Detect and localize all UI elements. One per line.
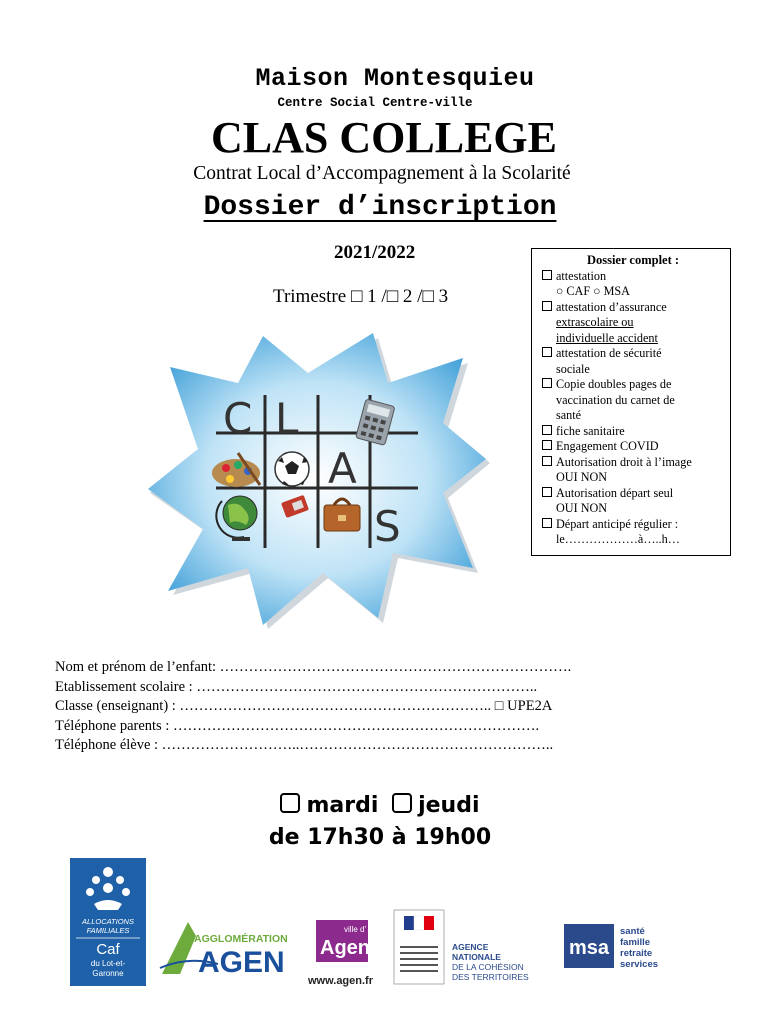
field-student-phone[interactable]: Téléphone élève : ………………………..…………………………………………….. — [55, 737, 554, 754]
svg-text:AGENCE: AGENCE — [452, 942, 489, 952]
svg-text:NATIONALE: NATIONALE — [452, 952, 501, 962]
checkbox[interactable] — [542, 487, 552, 497]
checklist-subitem: extrascolaire ou — [556, 315, 634, 329]
svg-text:DES TERRITOIRES: DES TERRITOIRES — [452, 972, 529, 982]
svg-text:du Lot-et-: du Lot-et- — [90, 959, 126, 968]
svg-text:services: services — [620, 959, 659, 970]
school-year: 2021/2022 — [334, 242, 416, 263]
ville-agen-logo — [308, 916, 380, 988]
checkbox-mardi[interactable] — [280, 793, 300, 813]
organization-name: Maison Montesquieu — [255, 64, 535, 93]
svg-text:AGEN: AGEN — [198, 946, 285, 979]
schedule-days — [0, 793, 765, 818]
svg-text:ville d': ville d' — [344, 925, 366, 934]
caf-logo — [70, 858, 146, 986]
checklist-item[interactable]: Engagement COVID — [542, 439, 724, 455]
clas-letter-l: L — [275, 394, 299, 443]
checklist-title: Dossier complet : — [586, 253, 680, 267]
svg-text:AGGLOMÉRATION: AGGLOMÉRATION — [194, 933, 288, 945]
clas-letter-c: C — [223, 394, 253, 443]
checkbox-jeudi[interactable] — [392, 793, 412, 813]
checkbox[interactable] — [542, 440, 552, 450]
svg-text:FAMILIALES: FAMILIALES — [86, 926, 130, 935]
msa-logo — [564, 922, 674, 972]
checkbox[interactable] — [542, 270, 552, 280]
field-parent-phone[interactable]: Téléphone parents : …………………………………………………………………. — [55, 717, 540, 734]
field-school[interactable]: Etablissement scolaire : …………………………………………………………….. — [55, 678, 538, 695]
checklist-item[interactable]: attestation d’assurance — [542, 300, 724, 316]
day-jeudi: jeudi — [418, 793, 480, 818]
svg-text:DE LA COHÉSION: DE LA COHÉSION — [452, 962, 524, 972]
checkbox[interactable] — [542, 378, 552, 388]
svg-text:santé: santé — [620, 926, 645, 937]
checkbox[interactable] — [542, 347, 552, 357]
soccer-ball-icon — [275, 452, 309, 486]
checklist-item[interactable]: Départ anticipé régulier : — [542, 517, 724, 533]
svg-text:retraite: retraite — [620, 948, 653, 959]
checklist-item[interactable]: Autorisation droit à l’image — [542, 455, 724, 471]
checklist-item[interactable]: Autorisation départ seul — [542, 486, 724, 502]
svg-text:Garonne: Garonne — [92, 969, 124, 978]
checkbox[interactable] — [542, 301, 552, 311]
day-mardi: mardi — [306, 793, 379, 818]
form-fields — [55, 658, 571, 756]
svg-text:msa: msa — [568, 937, 610, 959]
checklist-item[interactable]: fiche sanitaire — [542, 424, 724, 440]
agen-agglomeration-logo — [158, 916, 288, 980]
checklist-box — [531, 248, 731, 556]
svg-text:www.agen.fr: www.agen.fr — [308, 975, 373, 987]
svg-text:Agen: Agen — [320, 937, 370, 959]
svg-text:ALLOCATIONS: ALLOCATIONS — [82, 917, 134, 926]
checklist-item[interactable]: attestation — [542, 269, 724, 285]
checklist-item[interactable]: Copie doubles pages de — [542, 377, 724, 393]
clas-letter-s: S — [374, 502, 401, 551]
dossier-title — [0, 192, 765, 223]
checkbox[interactable] — [542, 518, 552, 528]
schedule-time: de 17h30 à 19h00 — [268, 825, 492, 850]
checklist-subitem[interactable]: ○ CAF ○ MSA — [556, 284, 630, 298]
checklist-subitem[interactable]: OUI NON — [556, 470, 608, 484]
checklist-subitem: santé — [556, 408, 582, 422]
checklist-subitem[interactable]: le………………à…..h… — [556, 532, 680, 546]
field-class[interactable]: Classe (enseignant) : ……………………………………………………….. □ UPE2A — [55, 698, 553, 715]
checkbox[interactable] — [542, 425, 552, 435]
checkbox[interactable] — [542, 456, 552, 466]
organization-subtitle: Centre Social Centre-ville — [277, 96, 473, 110]
svg-text:famille: famille — [620, 937, 651, 948]
checklist-subitem: sociale — [556, 361, 590, 376]
checklist-item[interactable]: attestation de sécurité — [542, 346, 724, 362]
trimestre-options[interactable]: Trimestre □ 1 /□ 2 /□ 3 — [273, 286, 449, 307]
field-child-name[interactable]: Nom et prénom de l’enfant: ………………………………………………………………. — [55, 659, 572, 675]
clas-logo — [148, 333, 493, 633]
anct-logo — [392, 908, 542, 986]
svg-text:Caf: Caf — [96, 941, 120, 958]
clas-letter-a: A — [328, 444, 357, 493]
checklist-subitem[interactable]: OUI NON — [556, 501, 608, 515]
dossier-title-text: Dossier d’inscription — [203, 192, 557, 223]
page-title: CLAS COLLEGE — [211, 113, 557, 162]
page-subtitle: Contrat Local d’Accompagnement à la Scolarité — [193, 163, 571, 184]
checklist-subitem: individuelle accident — [556, 330, 658, 345]
checklist-subitem: vaccination du carnet de — [556, 392, 675, 407]
